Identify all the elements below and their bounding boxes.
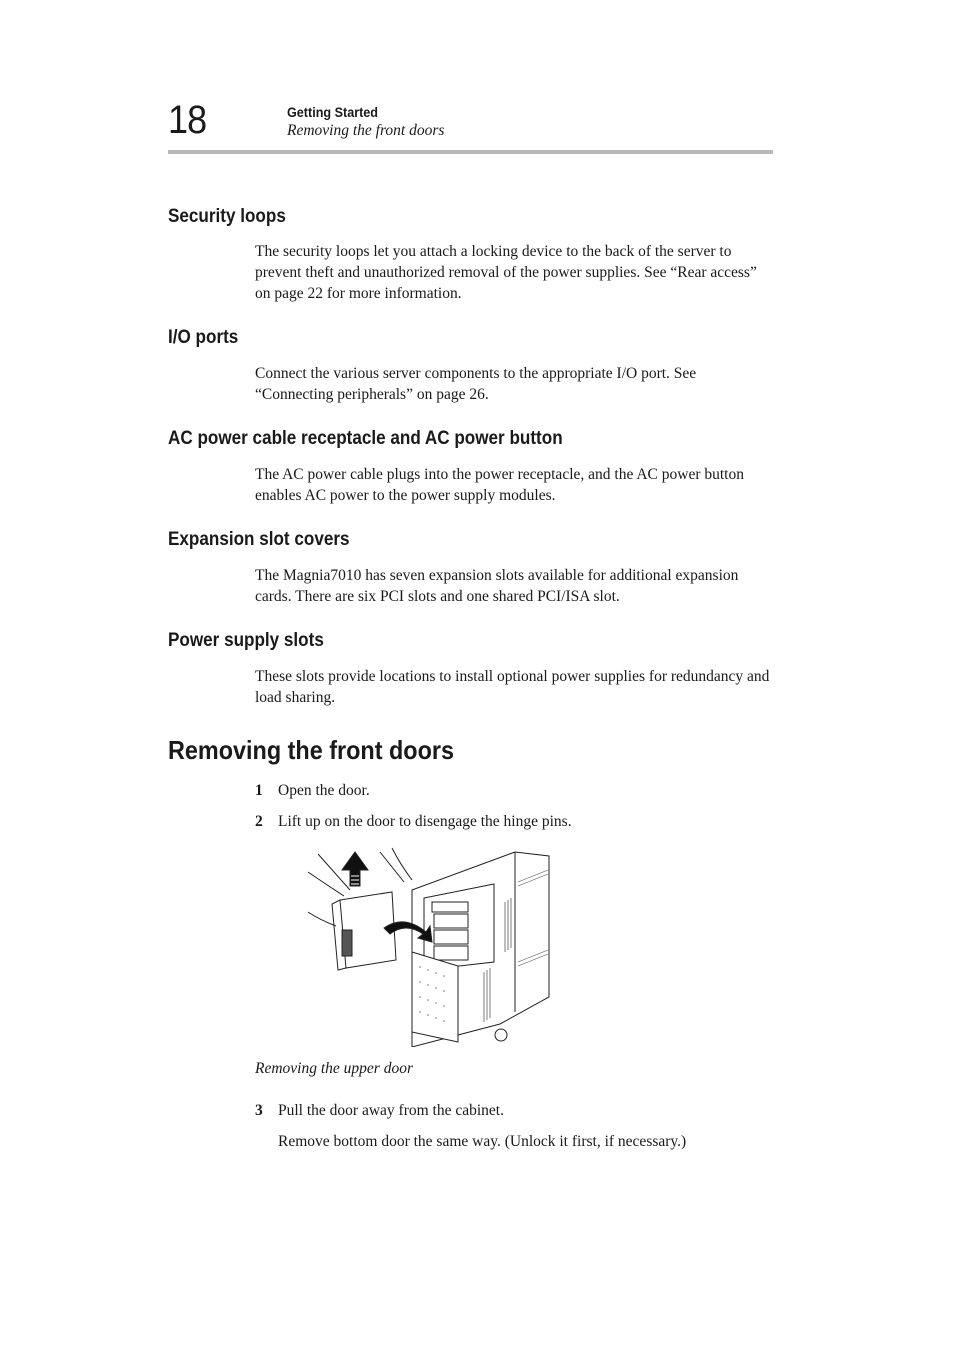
step-text: Open the door.	[278, 782, 370, 799]
heading-power-supply-slots: Power supply slots	[168, 630, 324, 651]
figure-caption: Removing the upper door	[255, 1060, 413, 1077]
paragraph-power-supply-slots: These slots provide locations to install optional power supplies for redundancy and load sharing.	[255, 668, 770, 706]
step-3	[255, 1100, 504, 1121]
step-number: 3	[255, 1102, 263, 1119]
paragraph-io-ports: Connect the various server components to the appropriate I/O port. See “Connecting peripherals” on page 26.	[255, 365, 697, 403]
step-number: 1	[255, 782, 263, 799]
removing-upper-door-illustration	[300, 842, 552, 1047]
step-1	[255, 780, 370, 801]
step-2	[255, 811, 572, 832]
step-3-note: Remove bottom door the same way. (Unlock it first, if necessary.)	[278, 1133, 687, 1150]
running-header-chapter: Getting Started	[287, 104, 379, 120]
step-number: 2	[255, 813, 263, 830]
heading-security-loops: Security loops	[168, 206, 286, 227]
step-text: Lift up on the door to disengage the hinge pins.	[278, 813, 572, 830]
running-header-section: Removing the front doors	[287, 122, 445, 139]
heading-io-ports: I/O ports	[168, 327, 239, 348]
page-number: 18	[168, 98, 207, 142]
heading-ac-power: AC power cable receptacle and AC power button	[168, 428, 563, 449]
heading-removing-front-doors: Removing the front doors	[168, 735, 455, 765]
heading-expansion-slot-covers: Expansion slot covers	[168, 529, 350, 550]
paragraph-security-loops: The security loops let you attach a locking device to the back of the server to prevent theft and unauthorized removal of the power supplies. See “Rear access” on page 22 for more information.	[255, 243, 757, 302]
paragraph-ac-power: The AC power cable plugs into the power receptacle, and the AC power button enables AC power to the power supply modules.	[255, 466, 744, 504]
step-text: Pull the door away from the cabinet.	[278, 1102, 504, 1119]
header-rule	[168, 150, 773, 154]
paragraph-expansion-slot-covers: The Magnia7010 has seven expansion slots available for additional expansion cards. There are six PCI slots and one shared PCI/ISA slot.	[255, 567, 739, 605]
